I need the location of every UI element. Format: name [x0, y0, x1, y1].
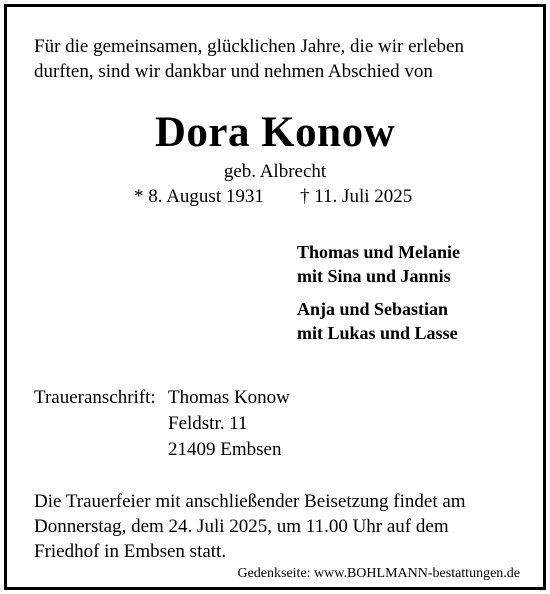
service-line: Donnerstag, dem 24. Juli 2025, um 11.00 Uhr auf dem: [34, 516, 449, 537]
address-label: Traueranschrift:: [34, 387, 156, 408]
intro-line: Für die gemeinsamen, glücklichen Jahre, die wir erleben: [34, 36, 464, 57]
service-line: Friedhof in Embsen statt.: [34, 541, 227, 562]
birth-date: * 8. August 1931: [134, 186, 264, 207]
intro-line: durften, sind wir dankbar und nehmen Abschied von: [34, 61, 433, 82]
address-line: 21409 Embsen: [168, 439, 282, 460]
deceased-name: Dora Konow: [154, 109, 396, 156]
family-line: Anja und Sebastian: [297, 299, 449, 319]
memorial-page-link[interactable]: Gedenkseite: www.BOHLMANN-bestattungen.de: [237, 566, 520, 581]
intro-text: [34, 34, 514, 84]
family-group: [297, 240, 460, 288]
family-group: [297, 297, 458, 345]
family-line: mit Lukas und Lasse: [297, 323, 458, 343]
death-date: † 11. Juli 2025: [300, 186, 413, 207]
maiden-name: geb. Albrecht: [223, 161, 327, 182]
service-text: [34, 489, 534, 564]
address-line: Feldstr. 11: [168, 413, 248, 434]
service-line: Die Trauerfeier mit anschließender Beisetzung findet am: [34, 491, 466, 512]
address-block: [168, 385, 290, 463]
address-line: Thomas Konow: [168, 387, 290, 408]
family-line: Thomas und Melanie: [297, 242, 461, 262]
family-line: mit Sina und Jannis: [297, 266, 451, 286]
